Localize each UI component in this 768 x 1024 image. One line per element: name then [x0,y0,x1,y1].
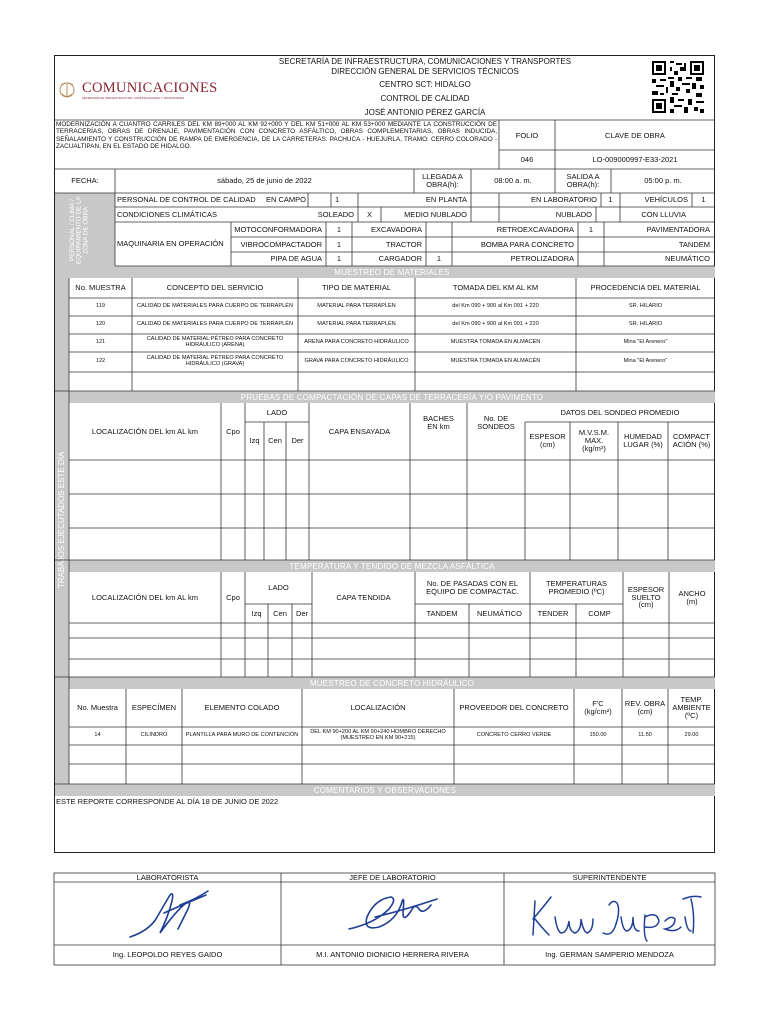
en-campo-value: 1 [335,195,340,205]
table-row-cell: 122 [95,358,106,365]
mez-header-lado: LADO [268,583,289,593]
band-comentarios: COMENTARIOS Y OBSERVACIONES [55,784,715,796]
header-secretaria: SECRETARÍA DE INFRAESTRUCTURA, COMUNICACIONES Y TRANSPORTES [278,56,572,66]
nublado-label: NUBLADO [555,209,592,219]
retroexcavadora-label: RETROEXCAVADORA [496,224,574,234]
con-header-localizacion: LOCALIZACIÓN [350,703,406,713]
table-row-cell: MUESTRA TOMADA EN ALMACÉN [450,358,541,365]
jefe-name: M.I. ANTONIO DIONICIO HERRERA RIVERA [316,950,469,960]
table-row-cell: SR. HILARIO [628,321,663,328]
pavimentadora-label: PAVIMENTADORA [646,224,710,234]
table-row-cell: MUESTRA TOMADA EN ALMACÉN [450,339,541,346]
cargador-value: 1 [436,254,442,264]
mez-header-izq: Izq [251,608,262,618]
clave-label: CLAVE DE OBRA [605,130,665,140]
comp-header-compactacion: COMPACT ACIÓN (%) [672,432,711,449]
table-row-cell: ARENA PARA CONCRETO HIDRÁULICO [304,339,409,346]
comp-header-sondeos: No. DE SONDEOS [477,414,515,431]
excavadora-value [426,222,452,237]
con-header-fc: F'C (kg/cm²) [584,699,612,716]
pipa-value: 1 [336,254,342,264]
tractor-label: TRACTOR [385,239,422,249]
salida-label: SALIDA A OBRA(h): [566,172,600,189]
superintendente-name: Ing. GERMAN SAMPERIO MENDOZA [545,950,674,960]
band-compactacion: PRUEBAS DE COMPACTACIÓN DE CAPAS DE TERRACERÍA Y/O PAVIMENTO [69,391,715,403]
table-row-cell: CONCRETO CERRO VERDE [476,732,552,739]
table-row-cell: del Km 090 + 900 al Km 091 + 220 [452,321,539,328]
band-mezcla: TEMPERATURA Y TENDIDO DE MEZCLA ASFÁLTICA [69,560,715,572]
en-planta-label: EN PLANTA [425,195,467,205]
petrolizadora-value [578,252,604,266]
mez-header-ancho: ANCHO (m) [678,588,706,606]
pipa-label: PIPA DE AGUA [270,254,322,264]
retroexcavadora-value: 1 [588,224,594,234]
soleado-value: X [366,209,372,219]
laboratorista-name: Ing. LEOPOLDO REYES GAIDO [112,950,223,960]
motoconformadora-label: MOTOCONFORMADORA [234,224,322,234]
medio-nublado-label: MEDIO NUBLADO [404,209,467,219]
table-row-cell: MATERIAL PARA TERRAPLÉN [317,321,396,328]
signature-superintendente [525,887,705,943]
table-row-cell: SR. HILARIO [628,303,663,310]
con-lluvia-label: CON LLUVIA [641,209,686,219]
logo-subtext: SECRETARÍA DE INFRAESTRUCTURA, COMUNICACIONES Y TRANSPORTES [82,96,185,100]
soleado-label: SOLEADO [317,209,354,219]
comp-header-der: Der [291,436,304,446]
mez-header-localizacion: LOCALIZACIÓN DEL km AL km [91,592,199,602]
logo [58,79,218,103]
mm-header-no-muestra: No. MUESTRA [75,283,126,293]
fecha-value: sábado, 25 de junio de 2022 [217,176,312,186]
mez-header-cen: Cen [273,608,287,618]
vehiculos-label: VEHÍCULOS [644,195,688,205]
mez-header-pasadas: No. DE PASADAS CON EL EQUIPO DE COMPACTAC. [426,579,519,596]
en-campo-label: EN CAMPO [265,195,306,205]
table-row-cell: Mina "El Arenero" [623,358,668,365]
personal-label: PERSONAL DE CONTROL DE CALIDAD [117,195,256,205]
comp-header-lado: LADO [266,407,288,417]
table-row-cell: 119 [96,303,105,310]
table-row-cell: PLANTILLA PARA MURO DE CONTENCIÓN [185,732,299,739]
excavadora-label: EXCAVADORA [371,224,422,234]
vibrocompactador-label: VIBROCOMPACTADOR [240,239,322,249]
bomba-label: BOMBA PARA CONCRETO [480,239,574,249]
band-concreto: MUESTREO DE CONCRETO HIDRÁULICO [69,677,715,689]
en-laboratorio-label: EN LABORATORIO [531,195,597,205]
header-centro: CENTRO SCT: HIDALGO [379,79,471,89]
comp-header-cen: Cen [268,436,282,446]
side-label-trabajos: TRABAJOS EJECUTADOS ESTE DÍA [56,451,66,589]
salida-value: 05:00 p. m. [644,176,682,186]
mez-header-temperaturas: TEMPERATURAS PROMEDIO (ºC) [545,579,608,596]
table-row-cell: 29.00 [684,732,699,739]
comp-header-capa: CAPA ENSAYADA [328,426,391,436]
mm-header-tipo: TIPO DE MATERIAL [321,283,392,293]
band-muestreo-materiales: MUESTREO DE MATERIALES [69,266,715,278]
table-row-cell: Mina "El Arenero" [623,339,668,346]
comp-header-espesor: ESPESOR (cm) [529,432,566,449]
header-control: CONTROL DE CALIDAD [380,93,470,103]
table-row-cell: 120 [95,321,106,328]
header-direccion: DIRECCIÓN GENERAL DE SERVICIOS TÉCNICOS [331,66,519,76]
mez-header-der: Der [295,608,309,618]
table-row-cell: 121 [95,339,106,346]
en-laboratorio-value: 1 [608,195,613,205]
side-label-personal: PERSONAL / CLIMA / EQUIPAMIENTO DE LA ZONA DE OBRA [69,196,90,264]
con-header-proveedor: PROVEEDOR DEL CONCRETO [459,703,569,713]
laboratorista-title: LABORATORISTA [136,872,199,882]
jefe-title: JEFE DE LABORATORIO [349,872,436,882]
mez-header-cpo: Cpo [226,592,240,602]
table-row-cell: CALIDAD DE MATERIAL PÉTREO PARA CONCRETO HIDRÁULICO (GRAVA) [146,355,284,367]
table-row-cell: MATERIAL PARA TERRAPLÉN [317,303,396,310]
table-row-cell: del Km 090 + 900 al Km 091 + 220 [452,303,539,310]
petrolizadora-label: PETROLIZADORA [510,254,574,264]
logo-text: COMUNICACIONES [82,80,218,96]
header-persona: JOSÉ ANTONIO PÉREZ GARCÍA [364,107,486,117]
coat-of-arms-icon [58,79,76,101]
obra-description: MODERNIZACIÓN A CUANTRO CARRILES DEL KM 89+000 AL KM 92+000 Y DEL KM 51+000 AL KM 53+000 MEDIANTE LA CONSTRUCCIÓN DE TERRACERÍAS, OBRAS DE DRENAJE, PAVIMENTACIÓN CON CONCRETO ASFÁLTICO, OBRAS COMPLEMENTARIAS, OBRAS INDUCIDA, SEÑALAMIENTO Y CONSTRUCCIÓN DE RAMPA DE EMERGENCIA, DE LA CARRETERAS: PACHUCA - HUEJURLA, TRAMO: CERRO COLORADO - ZACUALTIPAN, EN EL ESTADO DE HIDALGO. [56,121,497,150]
nublado-value [596,207,620,222]
table-row-cell: GRAVA PARA CONCRETO HIDRÁULICO [304,358,409,365]
mez-header-espesor: ESPESOR SUELTO (cm) [627,584,665,610]
table-row-cell: CILINDRO [140,732,168,739]
llegada-value: 08:00 a. m. [494,176,532,186]
table-row-cell: DEL KM 90+200 AL KM 90+240 HOMBRO DERECHO (MUESTREO EN KM 90+215) [310,729,446,741]
con-header-especimen: ESPECÍMEN [131,703,177,713]
mez-header-comp: COMP [588,608,611,618]
clave-value: LO-009000997-E33-2021 [592,154,678,164]
bomba-value [578,237,604,252]
mez-header-neumatico: NEUMÁTICO [477,608,522,618]
con-header-no-muestra: No. Muestra [77,703,118,713]
table-row-cell: CALIDAD DE MATERIALES PARA CUERPO DE TERRAPLÉN [136,303,294,310]
mm-header-concepto: CONCEPTO DEL SERVICIO [166,283,264,293]
motoconformadora-value: 1 [336,224,342,234]
folio-label: FOLIO [515,130,539,140]
comp-header-mvsm: M.V.S.M. MAX. (kg/m³) [578,428,610,453]
table-row-cell: 150.00 [589,732,607,739]
folio-value: 046 [520,154,534,164]
llegada-label: LLEGADA A OBRA(h): [422,172,463,189]
comp-header-baches: BACHES EN km [423,414,454,431]
vibrocompactador-value: 1 [336,239,342,249]
en-planta-value [471,193,499,207]
cargador-label: CARGADOR [378,254,422,264]
mez-header-tender: TENDER [537,608,569,618]
con-header-elemento: ELEMENTO COLADO [204,703,280,713]
qr-code-icon [652,61,704,113]
table-row-cell: CALIDAD DE MATERIALES PARA CUERPO DE TERRAPLÉN [136,321,294,328]
table-row-cell: CALIDAD DE MATERIAL PÉTREO PARA CONCRETO HIDRÁULICO (ARENA) [146,336,284,348]
mm-header-procedencia: PROCEDENCIA DEL MATERIAL [590,283,701,293]
comp-header-cpo: Cpo [226,426,240,436]
comp-header-datos: DATOS DEL SONDEO PROMEDIO [560,407,680,417]
superintendente-title: SUPERINTENDENTE [572,872,647,882]
table-row-cell: 14 [94,732,101,739]
con-header-temp: TEMP. AMBIENTE (ºC) [672,695,711,720]
tractor-value [426,237,452,252]
comentarios-text: ESTE REPORTE CORRESPONDE AL DÍA 18 DE JUNIO DE 2022 [56,797,279,807]
mm-header-tomada: TOMADA DEL KM AL KM [452,283,539,293]
table-row-cell: 11.50 [638,732,652,739]
fecha-label: FECHA: [71,176,99,186]
signature-laboratorista [120,883,220,945]
vehiculos-value: 1 [701,195,706,205]
maquinaria-label: MAQUINARIA EN OPERACIÓN [117,239,224,249]
clima-label: CONDICIONES CLIMÁTICAS [117,209,218,219]
neumatico-label: NEUMÁTICO [665,254,710,264]
comp-header-humedad: HUMEDAD LUGAR (%) [623,432,663,449]
con-header-rev: REV. OBRA (cm) [624,699,666,716]
mez-header-tandem: TANDEM [426,608,458,618]
comp-header-izq: Izq [249,436,260,446]
signature-jefe [345,883,455,945]
comp-header-localizacion: LOCALIZACIÓN DEL km AL km [91,426,199,436]
tandem-label: TANDEM [678,239,710,249]
medio-nublado-value [471,207,499,222]
mez-header-capa: CAPA TENDIDA [336,592,391,602]
